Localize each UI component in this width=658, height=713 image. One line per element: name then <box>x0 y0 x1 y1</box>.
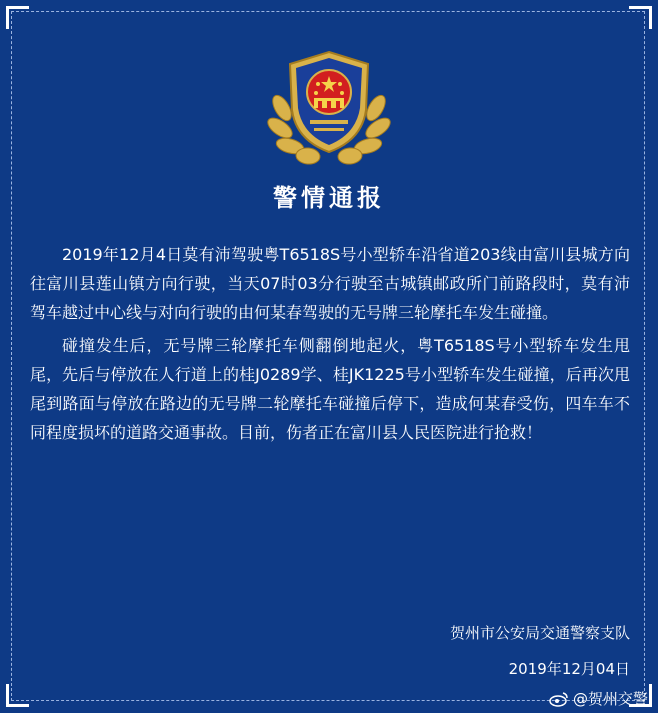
weibo-watermark <box>549 688 648 709</box>
corner-bottom-left <box>6 684 29 707</box>
corner-top-left <box>6 6 29 29</box>
notice-paragraph-1: 2019年12月4日莫有沛驾驶粤T6518S号小型轿车沿省道203线由富川县城方向往富川县莲山镇方向行驶，当天07时03分行驶至古城镇邮政所门前路段时，莫有沛驾车越过中心线与对向行驶的由何某春驾驶的无号牌三轮摩托车发生碰撞。 <box>30 245 630 322</box>
issuer-name: 贺州市公安局交通警察支队 <box>449 624 630 642</box>
watermark-text: @贺州交警 <box>572 690 648 708</box>
issue-date: 2019年12月04日 <box>508 660 630 678</box>
police-emblem-icon <box>266 48 392 166</box>
corner-top-right <box>629 6 652 29</box>
weibo-icon <box>549 691 569 707</box>
signature-block <box>450 615 630 687</box>
notice-body <box>30 240 630 451</box>
notice-title: 警情通报 <box>273 184 385 212</box>
notice-paragraph-2: 碰撞发生后，无号牌三轮摩托车侧翻倒地起火，粤T6518S号小型轿车发生甩尾，先后与停放在人行道上的桂J0289学、桂JK1225号小型轿车发生碰撞，后再次甩尾到路面与停放在路边的无号牌二轮摩托车碰撞后停下，造成何某春受伤，四车车不同程度损坏的道路交通事故。目前，伤者正在富川县人民医院进行抢救！ <box>30 336 630 442</box>
